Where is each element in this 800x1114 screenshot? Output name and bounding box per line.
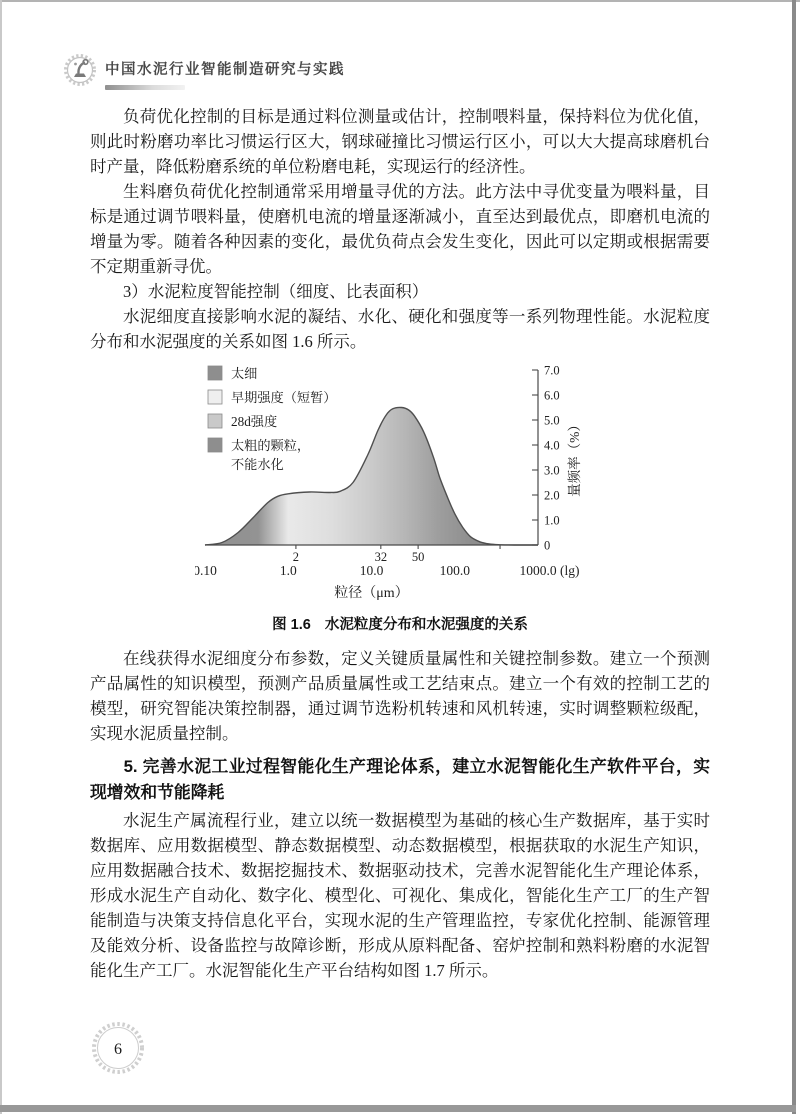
svg-text:太细: 太细 (231, 366, 258, 381)
svg-text:2.0: 2.0 (544, 488, 560, 503)
svg-text:4.0: 4.0 (544, 438, 560, 453)
x-axis-tick-labels (195, 545, 580, 578)
page-number-gear (90, 1020, 146, 1076)
title-underline-bar (105, 85, 185, 90)
particle-size-distribution-chart (195, 362, 605, 600)
svg-text:6.0: 6.0 (544, 388, 560, 403)
svg-text:1.0: 1.0 (279, 563, 297, 578)
paragraph-process-industry: 水泥生产属流程行业，建立以统一数据模型为基础的核心生产数据库，基于实时数据库、应用数据模型、静态数据模型、动态数据模型，根据获取的水泥生产知识，应用数据融合技术、数据挖掘技术、数据驱动技术，完善水泥智能化生产理论体系，形成水泥生产自动化、数字化、模型化、可视化、集成化，智能化生产工厂的生产智能制造与决策支持信息化平台，实现水泥的生产管理监控，专家优化控制、能源管理及能效分析、设备监控与故障诊断，形成从原料配备、窑炉控制和熟料粉磨的水泥智能化生产工厂。水泥智能化生产平台结构如图 1.7 所示。 (90, 811, 710, 980)
svg-text:早期强度（短暂）: 早期强度（短暂） (231, 390, 337, 405)
heading-section-5: 5. 完善水泥工业过程智能化生产理论体系，建立水泥智能化生产软件平台，实现增效和节能降耗 (90, 757, 710, 802)
paragraph-fineness-effect: 水泥细度直接影响水泥的凝结、水化、硬化和强度等一系列物理性能。水泥粒度分布和水泥强度的关系如图 1.6 所示。 (90, 307, 710, 351)
figure-caption (90, 613, 710, 634)
svg-text:1000.0: 1000.0 (519, 563, 557, 578)
svg-text:10.0: 10.0 (359, 563, 384, 578)
svg-text:50: 50 (411, 550, 425, 564)
svg-text:7.0: 7.0 (544, 363, 560, 378)
y-axis-title: 量频率（%） (567, 418, 582, 497)
svg-text:32: 32 (374, 550, 388, 564)
list-item-particle-size-control: 3）水泥粒度智能控制（细度、比表面积） (123, 282, 429, 301)
book-title: 中国水泥行业智能制造研究与实践 (105, 62, 345, 78)
svg-text:(lg): (lg) (560, 563, 580, 578)
svg-text:100.0: 100.0 (439, 563, 470, 578)
svg-text:5.0: 5.0 (544, 413, 560, 428)
page-edge-left (0, 0, 2, 1114)
svg-text:太粗的颗粒，不能水化: 太粗的颗粒，不能水化 (231, 438, 311, 472)
svg-text:2: 2 (292, 550, 300, 564)
x-axis-title: 粒径（μm） (334, 586, 409, 600)
running-header (62, 48, 345, 96)
figure-caption-label: 图 1.6 (272, 617, 311, 633)
svg-text:3.0: 3.0 (544, 463, 560, 478)
svg-text:1.0: 1.0 (544, 513, 560, 528)
svg-text:0: 0 (544, 538, 551, 553)
gear-ornament-icon (90, 1020, 146, 1076)
y-axis-tick-labels (532, 363, 560, 552)
paragraph-load-optimization: 负荷优化控制的目标是通过料位测量或估计，控制喂料量，保持料位为优化值，则此时粉磨功率比习惯运行区大，钢球碰撞比习惯运行区小，可以大大提高球磨机台时产量，降低粉磨系统的单位粉磨电耗，实现运行的经济性。 (90, 107, 710, 176)
figure-1-6 (195, 362, 605, 605)
paragraph-online-fineness: 在线获得水泥细度分布参数，定义关键质量属性和关键控制参数。建立一个预测产品属性的知识模型，预测产品质量属性或工艺结束点。建立一个有效的控制工艺的模型，研究智能决策控制器，通过调节选粉机转速和风机转速，实时调整颗粒级配，实现水泥质量控制。 (90, 649, 710, 743)
page-number: 6 (114, 1041, 122, 1058)
svg-text:0.10: 0.10 (195, 563, 217, 578)
page-edge-top (0, 0, 800, 2)
page-body (90, 104, 710, 983)
gear-robot-logo-icon (62, 48, 98, 94)
figure-caption-text: 水泥粒度分布和水泥强度的关系 (324, 617, 528, 633)
page-edge-right (792, 0, 796, 1114)
robot-arm-base (74, 74, 86, 78)
svg-text:28d强度: 28d强度 (231, 414, 278, 429)
chart-legend (208, 365, 337, 472)
paragraph-raw-mill-seek: 生料磨负荷优化控制通常采用增量寻优的方法。此方法中寻优变量为喂料量，目标是通过调节喂料量，使磨机电流的增量逐渐减小，直至达到最优点，即磨机电流的增量为零。随着各种因素的变化，最优负荷点会发生变化，因此可以定期或根据需要不定期重新寻优。 (90, 182, 710, 276)
page-edge-bottom (0, 1105, 796, 1112)
